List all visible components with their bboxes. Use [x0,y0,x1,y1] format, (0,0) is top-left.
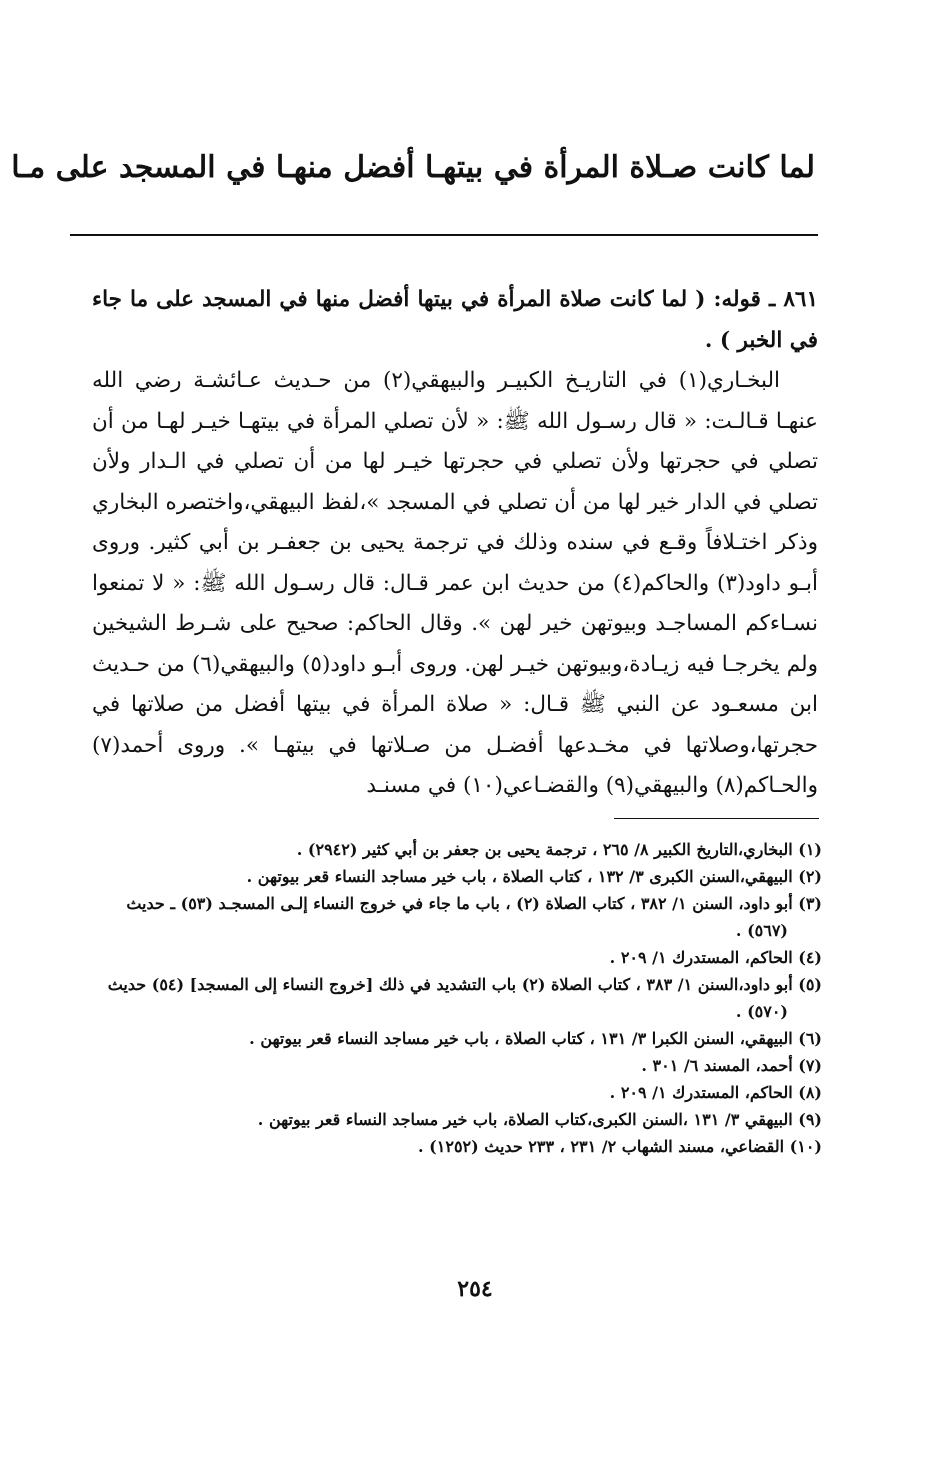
footnote-9: (٩) البيهقي ٣/ ١٣١ ،السنن الكبرى،كتاب الصلاة، باب خير مساجد النساء قعر بيوتهن . [257,1110,822,1129]
footnote-8: (٨) الحاكم، المستدرك ١/ ٢٠٩ . [609,1083,822,1102]
footnote-1: (١) البخاري،التاريخ الكبير ٨/ ٢٦٥ ، ترجمة يحيى بن جعفر بن أبي كثير (٢٩٤٢) . [296,840,822,859]
footnote-10: (١٠) القضاعي، مسند الشهاب ٢/ ٢٣١ ، ٢٣٣ حديث (١٢٥٢) . [418,1137,822,1156]
entry-paragraph: ٨٦١ ـ قوله: ( لما كانت صلاة المرأة في بيتها أفضل منها في المسجد على ما جاء في الخبر ) . [92,287,818,353]
footnote-3: (٣) أبو داود، السنن ١/ ٣٨٢ ، كتاب الصلاة (٢) ، باب ما جاء في خروج النساء إلـى المسجـد (٥٣) ـ حديث (٥٦٧) . [126,894,822,940]
commentary-paragraph: البخـاري(١) في التاريـخ الكبيـر والبيهقي(٢) من حـديث عـائشـة رضي الله عنهـا قـالـت: « قال رسـول الله ﷺ: « لأن تصلي المرأة في بيتهـا خيـر لهـا من أن تصلي في حجرتها ولأن تصلي في حجرتها خيـر لها من أن تصلي في الـدار ولأن تصلي في الدار خير لها من أن تصلي في المسجد »،لفظ البيهقي،واختصره البخاري وذكر اختـلافاً وقـع في سنده وذلك في ترجمة يحيى بن جعفـر بن أبي كثير. وروى أبـو داود(٣) والحاكم(٤) من حديث ابن عمر قـال: قال رسـول الله ﷺ: « لا تمنعوا نسـاءكم المساجـد وبيوتهن خير لهن ». وقال الحاكم: صحيح على شـرط الشيخين ولم يخرجـا فيه زيـادة،وبيوتهن خيـر لهن. وروى أبـو داود(٥) والبيهقي(٦) من حـديث ابن مسعـود عن النبي ﷺ قـال: « صلاة المرأة في بيتها أفضل من صلاتها في حجرتها،وصلاتها في مخـدعها أفضـل من صـلاتها في بيتهـا ». وروى أحمد(٧) والحـاكم(٨) والبيهقي(٩) والقضـاعي(١٠) في مسنـد [92,368,818,798]
page-number: ٢٥٤ [457,1276,493,1302]
main-text [92,280,818,807]
footnote-6: (٦) البيهقي، السنن الكبرا ٣/ ١٣١ ، كتاب الصلاة ، باب خير مساجد النساء قعر بيوتهن . [249,1029,822,1048]
footnote-rule [614,818,819,819]
header-rule [70,234,818,236]
footnote-7: (٧) أحمد، المسند ٦/ ٣٠١ . [641,1056,822,1075]
footnote-4: (٤) الحاكم، المستدرك ١/ ٢٠٩ . [609,948,822,967]
footnote-2: (٢) البيهقي،السنن الكبرى ٣/ ١٣٢ ، كتاب الصلاة ، باب خير مساجد النساء قعر بيوتهن . [246,867,822,886]
running-head-title: لما كانت صـلاة المرأة في بيتهـا أفضل منهـا في المسجد على مـا [11,150,815,185]
footnotes [100,836,822,1160]
footnote-5: (٥) أبو داود،السنن ١/ ٣٨٣ ، كتاب الصلاة (٢) باب التشديد في ذلك [خروج النساء إلى المسجد] (٥٤) حديث (٥٧٠) . [107,975,822,1021]
